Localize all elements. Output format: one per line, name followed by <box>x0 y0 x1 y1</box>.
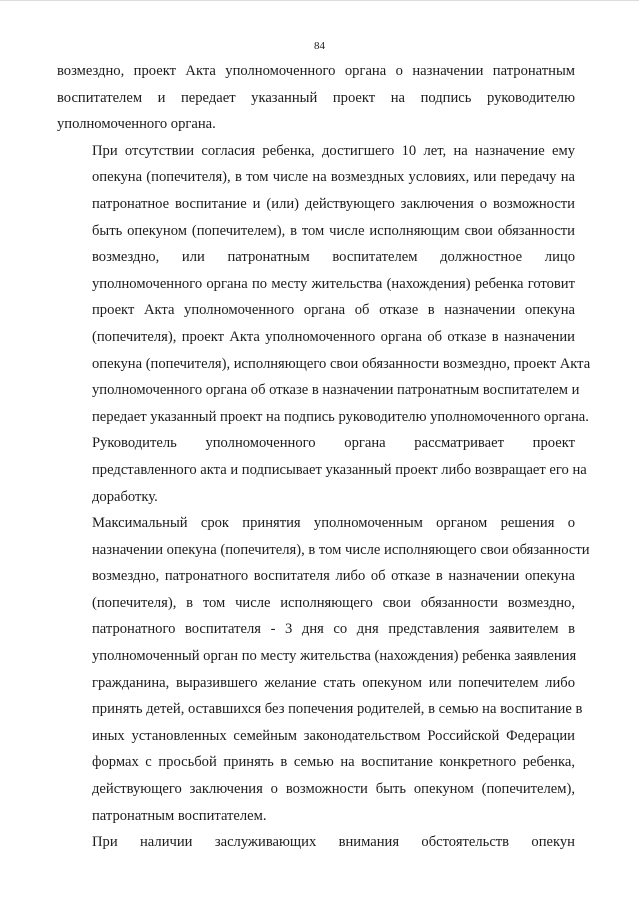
text-line: воспитателем и передает указанный проект на подпись руководителю <box>57 89 575 106</box>
paragraph <box>57 58 575 138</box>
text-line: (попечителя), проект Акта уполномоченного органа об отказе в назначении <box>92 328 575 345</box>
text-line: представленного акта и подписывает указанный проект либо возвращает его на <box>92 461 587 478</box>
text-line: возмездно, проект Акта уполномоченного органа о назначении патронатным <box>57 63 575 79</box>
text-line: опекуна (попечителя), в том числе на возмездных условиях, или передачу на <box>92 169 575 186</box>
text-line: действующего заключения о возможности быть опекуном (попечителем), <box>92 781 575 798</box>
paragraph <box>57 138 591 431</box>
text-line: принять детей, оставшихся без попечения родителей, в семью на воспитание в <box>92 701 583 718</box>
text-line: уполномоченного органа по месту жительства (нахождения) ребенка готовит <box>92 275 575 292</box>
text-line: При отсутствии согласия ребенка, достигшего 10 лет, на назначение ему <box>92 142 575 159</box>
text-line: патронатное воспитание и (или) действующего заключения о возможности <box>92 195 575 212</box>
text-line: доработку. <box>92 488 158 505</box>
text-line: Максимальный срок принятия уполномоченным органом решения о <box>92 515 575 532</box>
text-line: иных установленных семейным законодательством Российской Федерации <box>92 727 575 744</box>
text-line: уполномоченного органа об отказе в назначении патронатным воспитателем и <box>92 382 580 399</box>
text-line: Руководитель уполномоченного органа рассматривает проект <box>92 435 575 452</box>
text-line: быть опекуном (попечителем), в том числе исполняющим свои обязанности <box>92 222 575 239</box>
text-line: возмездно, патронатного воспитателя либо об отказе в назначении опекуна <box>92 568 575 585</box>
text-line: патронатным воспитателем. <box>92 807 267 824</box>
document-body <box>57 58 591 856</box>
text-line: уполномоченный орган по месту жительства (нахождения) ребенка заявления <box>92 648 577 665</box>
paragraph <box>57 829 575 856</box>
text-line: передает указанный проект на подпись руководителю уполномоченного органа. <box>92 408 589 425</box>
paragraph <box>57 510 590 829</box>
text-line: опекуна (попечителя), исполняющего свои обязанности возмездно, проект Акта <box>92 355 591 372</box>
text-line: (попечителя), в том числе исполняющего свои обязанности возмездно, <box>92 594 575 611</box>
page-number: 84 <box>314 40 325 52</box>
text-line: формах с просьбой принять в семью на воспитание конкретного ребенка, <box>92 754 575 771</box>
text-line: гражданина, выразившего желание стать опекуном или попечителем либо <box>92 674 575 691</box>
text-line: возмездно, или патронатным воспитателем должностное лицо <box>92 249 575 266</box>
paragraph <box>57 430 587 510</box>
text-line: назначении опекуна (попечителя), в том числе исполняющего свои обязанности <box>92 541 590 558</box>
text-line: патронатного воспитателя - 3 дня со дня представления заявителем в <box>92 621 575 638</box>
text-line: При наличии заслуживающих внимания обстоятельств опекун <box>92 834 575 851</box>
text-line: проект Акта уполномоченного органа об отказе в назначении опекуна <box>92 302 575 319</box>
text-line: уполномоченного органа. <box>57 116 216 133</box>
scan-edge-mark <box>0 0 639 1</box>
